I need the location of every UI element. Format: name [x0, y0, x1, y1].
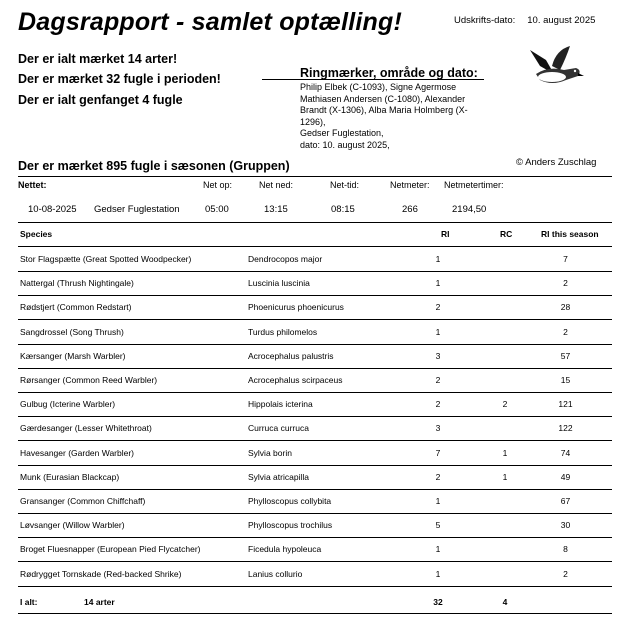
- table-row: [18, 465, 612, 490]
- ri-count: 2: [435, 302, 441, 313]
- net-header-ned: Net ned:: [259, 180, 294, 190]
- ringers-underline: [262, 79, 484, 80]
- report-title: Dagsrapport - samlet optælling!: [18, 8, 403, 36]
- ri-season-count: 2: [563, 278, 568, 289]
- total-ri: 32: [433, 597, 443, 607]
- species-name: Gransanger (Common Chiffchaff): [20, 496, 146, 506]
- table-row: [18, 392, 612, 417]
- species-name: Nattergal (Thrush Nightingale): [20, 278, 134, 289]
- table-row: [18, 344, 612, 369]
- summary-species: Der er ialt mærket 14 arter!: [18, 52, 178, 66]
- ri-season-count: 49: [560, 471, 571, 482]
- ri-season-count: 57: [560, 350, 571, 361]
- net-header-tid: Net-tid:: [330, 180, 360, 190]
- ri-season-count: 74: [560, 447, 571, 458]
- latin-name: Sylvia atricapilla: [248, 471, 309, 482]
- net-place: Gedser Fuglestation: [94, 204, 180, 215]
- total-rc: 4: [502, 597, 508, 607]
- station-name: Gedser Fuglestation,: [300, 128, 384, 139]
- table-row: [18, 416, 612, 441]
- latin-name: Phylloscopus collybita: [248, 496, 332, 506]
- net-header-nettet: Nettet:: [18, 180, 47, 190]
- ri-count: 2: [435, 399, 441, 410]
- species-name: Gulbug (Icterine Warbler): [20, 399, 116, 410]
- ri-count: 2: [435, 375, 441, 385]
- total-species: 14 arter: [84, 597, 115, 607]
- table-row: [18, 489, 612, 514]
- table-row: [18, 368, 612, 393]
- ri-season-count: 121: [558, 399, 573, 410]
- ri-count: 3: [435, 350, 441, 361]
- ri-season-count: 7: [563, 254, 568, 264]
- species-name: Sangdrossel (Song Thrush): [20, 326, 124, 337]
- latin-name: Acrocephalus scirpaceus: [248, 375, 343, 385]
- report-date: dato: 10. august 2025,: [300, 139, 390, 150]
- rc-count: 1: [502, 471, 508, 482]
- divider: [18, 613, 612, 614]
- ri-season-count: 122: [558, 423, 573, 434]
- table-row: [18, 271, 612, 296]
- species-name: Gærdesanger (Lesser Whitethroat): [20, 423, 152, 434]
- latin-name: Hippolais icterina: [248, 399, 313, 410]
- print-date: [454, 15, 595, 26]
- latin-name: Sylvia borin: [248, 447, 292, 458]
- summary-recaptured: Der er ialt genfanget 4 fugle: [18, 93, 183, 107]
- species-name: Broget Fluesnapper (European Pied Flycatcher): [20, 544, 201, 555]
- net-header-metertimer: Netmetertimer:: [444, 180, 504, 190]
- latin-name: Acrocephalus palustris: [248, 350, 334, 361]
- rc-count: 2: [502, 399, 508, 410]
- ri-count: 1: [435, 278, 441, 289]
- copyright: © Anders Zuschlag: [516, 157, 597, 168]
- rc-count: 1: [502, 447, 508, 458]
- ri-count: 5: [435, 520, 441, 531]
- net-tid: 08:15: [331, 204, 355, 215]
- ringers-title: Ringmærker, område og dato:: [300, 66, 478, 80]
- ri-season-count: 2: [563, 326, 568, 337]
- col-header-species: Species: [20, 229, 53, 239]
- divider: [18, 222, 612, 223]
- ri-season-count: 8: [563, 544, 568, 555]
- species-name: Løvsanger (Willow Warbler): [20, 520, 125, 531]
- latin-name: Lanius collurio: [248, 568, 303, 579]
- ri-count: 1: [435, 496, 441, 506]
- latin-name: Turdus philomelos: [248, 326, 318, 337]
- ri-season-count: 28: [560, 302, 571, 313]
- table-row: [18, 295, 612, 320]
- net-header-op: Net op:: [203, 180, 233, 190]
- season-summary: Der er mærket 895 fugle i sæsonen (Gruppen): [18, 159, 290, 173]
- species-name: Havesanger (Garden Warbler): [20, 447, 135, 458]
- ri-season-count: 67: [560, 496, 571, 506]
- print-date-label: Udskrifts-dato:: [454, 15, 516, 26]
- ri-count: 2: [435, 471, 441, 482]
- net-op: 05:00: [205, 204, 229, 215]
- ri-count: 1: [435, 254, 441, 264]
- divider: [18, 176, 612, 177]
- net-meter: 266: [402, 204, 418, 215]
- net-header-meter: Netmeter:: [390, 180, 430, 190]
- col-header-ri-season: RI this season: [541, 229, 599, 239]
- table-row: [18, 247, 612, 272]
- species-name: Kærsanger (Marsh Warbler): [20, 350, 126, 361]
- table-row: [18, 537, 612, 562]
- net-ned: 13:15: [264, 204, 288, 215]
- ri-season-count: 30: [560, 520, 571, 531]
- ringers-names: Philip Elbek (C-1093), Signe Agermose Mathiasen Andersen (C-1080), Alexander Brandt (X-1306), Alba Maria Holmberg (X-1296),: [300, 82, 468, 127]
- col-header-rc: RC: [500, 229, 513, 239]
- ri-count: 7: [435, 447, 441, 458]
- total-label: I alt:: [20, 597, 38, 607]
- latin-name: Curruca curruca: [248, 423, 309, 434]
- summary-marked: Der er mærket 32 fugle i perioden!: [18, 72, 221, 86]
- latin-name: Phoenicurus phoenicurus: [248, 302, 344, 313]
- latin-name: Ficedula hypoleuca: [248, 544, 322, 555]
- net-metertimer: 2194,50: [452, 204, 487, 215]
- species-name: Rødstjert (Common Redstart): [20, 302, 132, 313]
- species-name: Stor Flagspætte (Great Spotted Woodpecker): [20, 254, 192, 264]
- ri-count: 3: [435, 423, 441, 434]
- latin-name: Phylloscopus trochilus: [248, 520, 333, 531]
- ri-count: 1: [435, 326, 441, 337]
- species-name: Munk (Eurasian Blackcap): [20, 471, 120, 482]
- species-name: Rødrygget Tornskade (Red-backed Shrike): [20, 568, 182, 579]
- net-date: 10-08-2025: [28, 204, 77, 215]
- ri-count: 1: [435, 544, 441, 555]
- table-row: [18, 513, 612, 538]
- table-row: [18, 441, 612, 466]
- ri-season-count: 15: [560, 375, 571, 385]
- duck-logo: [526, 40, 584, 96]
- latin-name: Dendrocopos major: [248, 254, 323, 264]
- ri-season-count: 2: [563, 568, 568, 579]
- ri-count: 1: [435, 568, 441, 579]
- col-header-ri: RI: [441, 229, 450, 239]
- print-date-value: 10. august 2025: [527, 15, 596, 26]
- latin-name: Luscinia luscinia: [248, 278, 310, 289]
- species-name: Rørsanger (Common Reed Warbler): [20, 375, 158, 385]
- table-row: [18, 562, 612, 587]
- table-row: [18, 320, 612, 345]
- ringers-block: [300, 82, 490, 152]
